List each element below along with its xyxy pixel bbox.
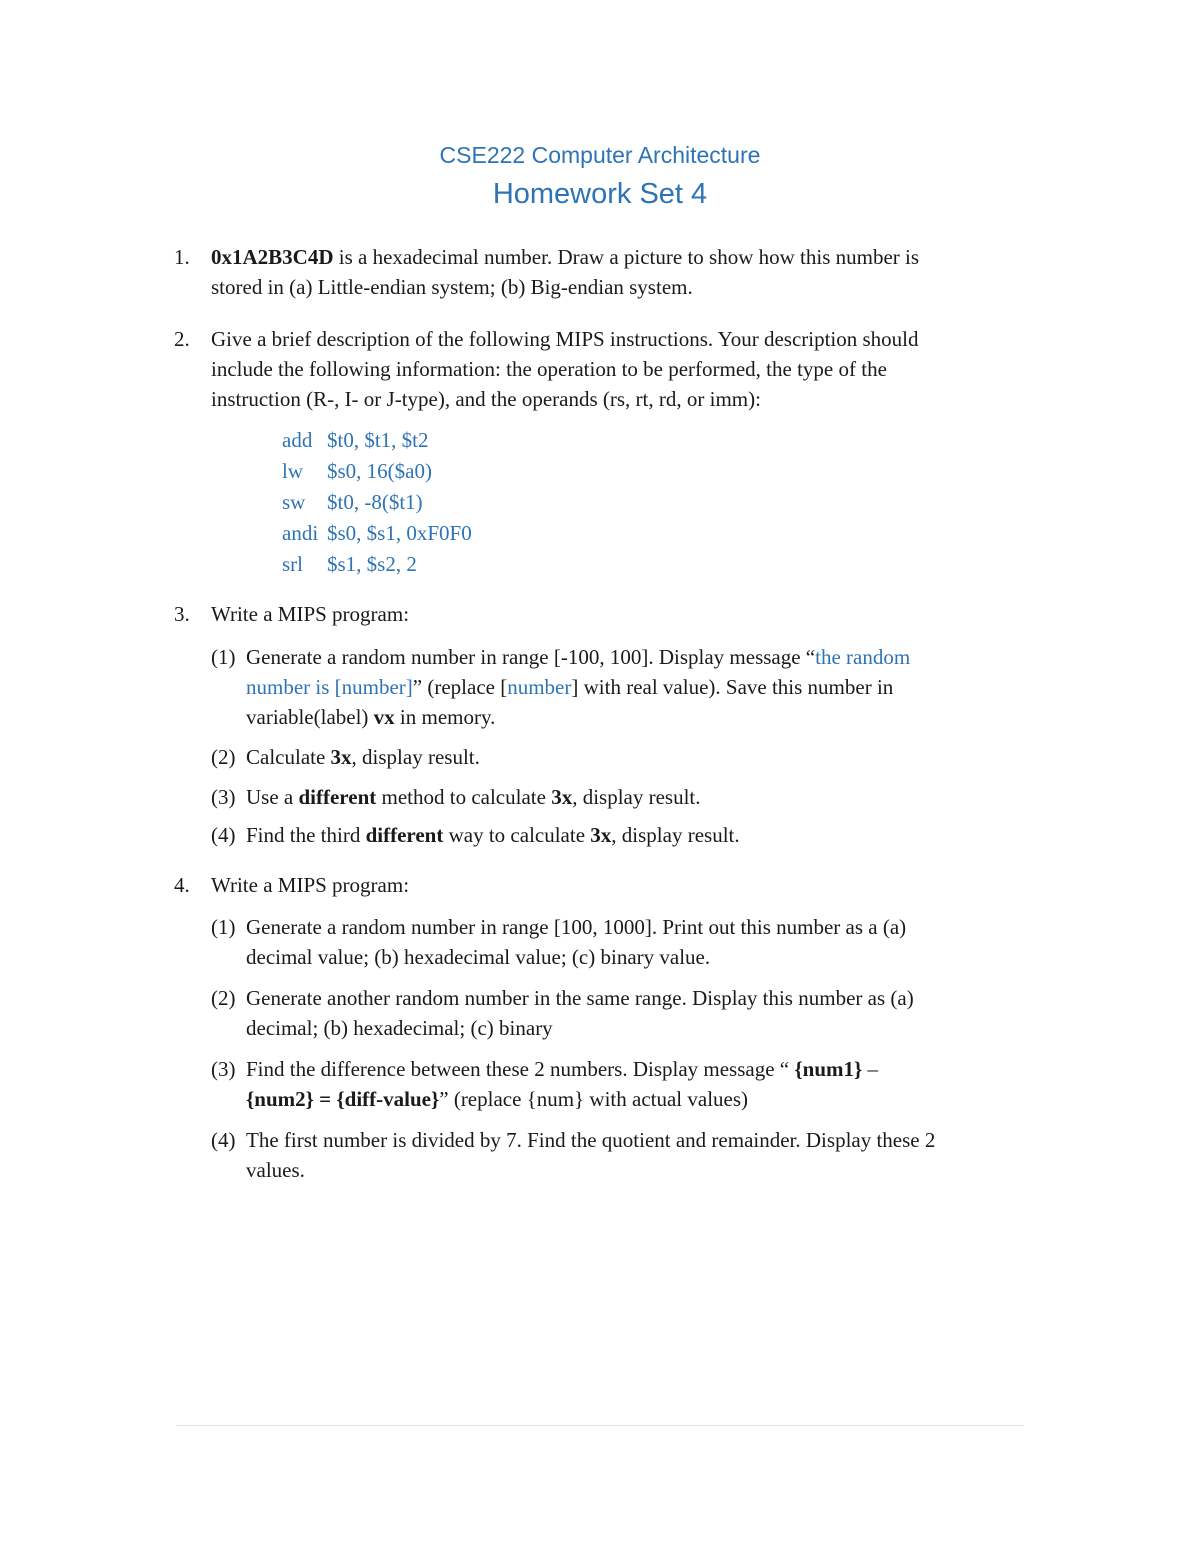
code-line xyxy=(282,425,429,456)
question-1-number: 1. xyxy=(174,245,190,269)
code-args: $s1, $s2, 2 xyxy=(327,552,417,576)
question-3-part-4-number: (4) xyxy=(211,823,236,847)
question-4-part-1-number: (1) xyxy=(211,915,236,939)
code-args: $s0, $s1, 0xF0F0 xyxy=(327,521,472,545)
question-2-number: 2. xyxy=(174,327,190,351)
bold-text: vx xyxy=(373,705,395,729)
code-op: andi xyxy=(282,521,319,545)
question-3-part-4 xyxy=(246,820,740,850)
text: – xyxy=(862,1057,879,1081)
code-args: $t0, $t1, $t2 xyxy=(327,428,429,452)
question-4-intro: Write a MIPS program: xyxy=(211,873,410,897)
text: way to calculate xyxy=(443,823,591,847)
question-3-part-1-line-2 xyxy=(246,672,893,702)
footer-divider xyxy=(176,1425,1024,1426)
text: Generate a random number in range [-100, 100]. Display message “ xyxy=(246,645,816,669)
question-4-part-3-line-2 xyxy=(246,1084,748,1114)
question-1-line-2: stored in (a) Little-endian system; (b) Big-endian system. xyxy=(211,275,693,299)
homework-title: Homework Set 4 xyxy=(492,178,708,210)
text: , display result. xyxy=(351,745,480,769)
hex-number: 0x1A2B3C4D xyxy=(211,245,334,269)
question-4-part-4-line-1: The first number is divided by 7. Find the quotient and remainder. Display these 2 xyxy=(246,1128,936,1152)
question-3-part-1-number: (1) xyxy=(211,645,236,669)
code-line xyxy=(282,518,472,549)
code-op: lw xyxy=(282,459,303,483)
question-1-text: is a hexadecimal number. Draw a picture to show how this number is xyxy=(333,245,920,269)
text: ” (replace {num} with actual values) xyxy=(439,1087,749,1111)
question-4-part-2-number: (2) xyxy=(211,986,236,1010)
code-args: $t0, -8($t1) xyxy=(327,490,423,514)
bold-text: {num1} xyxy=(794,1057,863,1081)
bold-text: different xyxy=(365,823,444,847)
question-2-line-1: Give a brief description of the following MIPS instructions. Your description should xyxy=(211,327,919,351)
question-4-part-1-line-2: decimal value; (b) hexadecimal value; (c) binary value. xyxy=(246,945,711,969)
question-2-line-3: instruction (R-, I- or J-type), and the operands (rs, rt, rd, or imm): xyxy=(211,387,761,411)
question-4-part-3-number: (3) xyxy=(211,1057,236,1081)
message-text: number is [number] xyxy=(246,675,413,699)
question-3-intro: Write a MIPS program: xyxy=(211,602,410,626)
question-4-part-2-line-2: decimal; (b) hexadecimal; (c) binary xyxy=(246,1016,553,1040)
question-3-part-1-line-1 xyxy=(246,642,910,672)
question-3-number: 3. xyxy=(174,602,190,626)
code-line xyxy=(282,549,417,580)
text: Find the difference between these 2 numbers. Display message “ xyxy=(246,1057,795,1081)
code-op: srl xyxy=(282,552,303,576)
bold-text: 3x xyxy=(330,745,352,769)
code-line xyxy=(282,487,423,518)
bold-text: 3x xyxy=(590,823,612,847)
question-3-part-2 xyxy=(246,742,480,772)
question-4-part-2-line-1: Generate another random number in the same range. Display this number as (a) xyxy=(246,986,914,1010)
question-3-part-3-number: (3) xyxy=(211,785,236,809)
code-op: add xyxy=(282,428,313,452)
bold-text: 3x xyxy=(551,785,573,809)
code-op: sw xyxy=(282,490,306,514)
message-text: number xyxy=(507,675,572,699)
question-4-number: 4. xyxy=(174,873,190,897)
text: method to calculate xyxy=(376,785,552,809)
text: , display result. xyxy=(611,823,740,847)
question-4-part-4-line-2: values. xyxy=(246,1158,305,1182)
text: in memory. xyxy=(394,705,496,729)
text: Calculate xyxy=(246,745,331,769)
text: ] with real value). Save this number in xyxy=(571,675,894,699)
bold-text: {num2} = {diff-value} xyxy=(246,1087,440,1111)
bold-text: different xyxy=(298,785,377,809)
text: variable(label) xyxy=(246,705,374,729)
question-3-part-2-number: (2) xyxy=(211,745,236,769)
code-args: $s0, 16($a0) xyxy=(327,459,432,483)
question-3-part-1-line-3 xyxy=(246,702,495,732)
course-title: CSE222 Computer Architecture xyxy=(439,142,761,168)
question-3-part-3 xyxy=(246,782,701,812)
question-4-part-4-number: (4) xyxy=(211,1128,236,1152)
text: Use a xyxy=(246,785,299,809)
text: , display result. xyxy=(572,785,701,809)
question-4-part-1-line-1: Generate a random number in range [100, 1000]. Print out this number as a (a) xyxy=(246,915,907,939)
text: Find the third xyxy=(246,823,366,847)
question-4-part-3-line-1 xyxy=(246,1054,878,1084)
message-text: the random xyxy=(815,645,911,669)
question-2-line-2: include the following information: the operation to be performed, the type of the xyxy=(211,357,887,381)
code-line xyxy=(282,456,432,487)
text: ” (replace [ xyxy=(412,675,508,699)
question-1-line-1 xyxy=(211,242,919,272)
